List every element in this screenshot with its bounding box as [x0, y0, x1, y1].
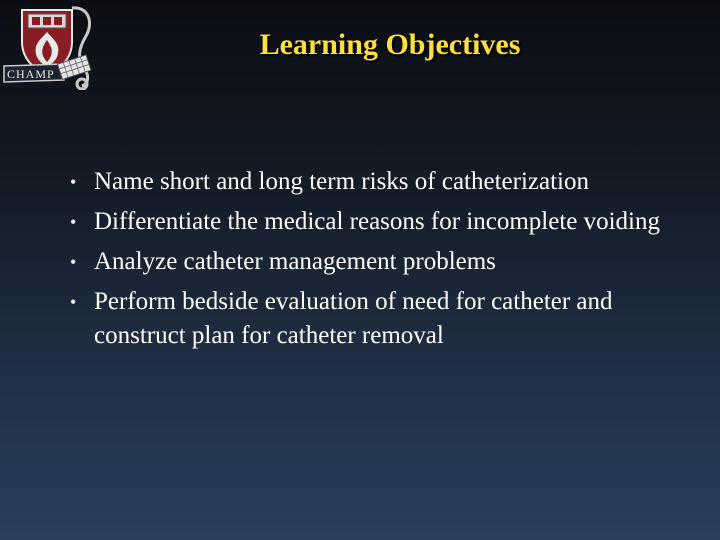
list-item-text: Perform bedside evaluation of need for catheter and construct plan for catheter removal: [94, 288, 613, 349]
list-item: [70, 205, 670, 239]
list-item: [70, 165, 670, 199]
slide-title: Learning Objectives: [259, 28, 521, 61]
bullet-icon: •: [70, 212, 77, 232]
objectives-list: [70, 165, 670, 359]
bullet-icon: •: [70, 292, 77, 312]
bullet-icon: •: [70, 252, 77, 272]
list-item-text: Differentiate the medical reasons for incomplete voiding: [94, 208, 661, 235]
list-item: [70, 285, 670, 353]
champ-crest-logo: [2, 2, 100, 90]
bullet-icon: •: [70, 172, 77, 192]
svg-text:CHAMP: CHAMP: [7, 67, 55, 81]
crest-icon: [2, 2, 100, 90]
list-item: [70, 245, 670, 279]
list-item-text: Analyze catheter management problems: [94, 248, 496, 275]
list-item-text: Name short and long term risks of catheterization: [94, 168, 589, 195]
